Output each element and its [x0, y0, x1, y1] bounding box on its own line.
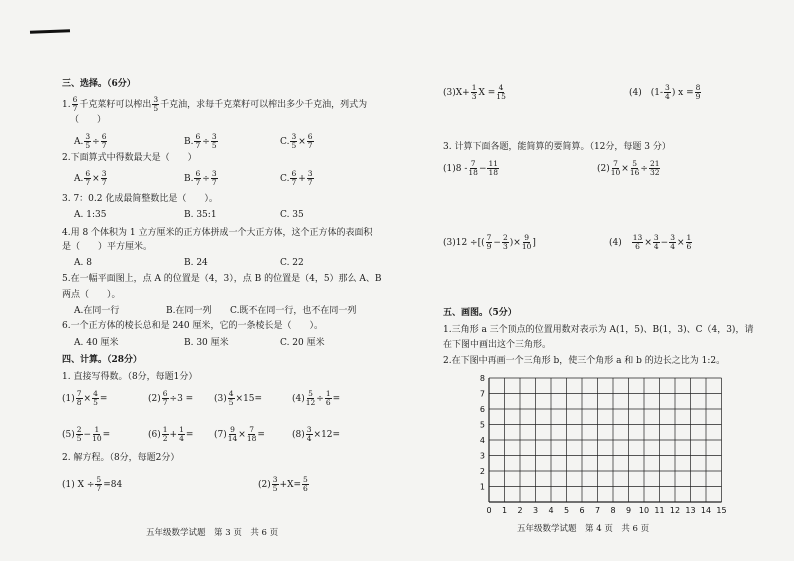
equation-3: (3)X+ $\frac{1}{3}$ X = $\frac{4}{15}$: [443, 83, 506, 101]
calc-1-title: 1. 直接写得数。（8分，每题1分）: [62, 372, 198, 382]
y-tick-label: 3: [479, 451, 485, 461]
q1-option-b: B. $\frac{6}{7}$ ÷ $\frac{3}{5}$: [184, 132, 217, 150]
y-tick-label: 8: [479, 374, 485, 383]
drawing-1-line2: 在下图中画出这个三角形。: [443, 340, 552, 350]
calc-1-item-8: (8) $\frac{3}{4}$ ×12=: [292, 425, 341, 443]
q3-option-a: A. 1:35: [74, 210, 107, 220]
calc-1-item-7: (7) $\frac{9}{14}$ × $\frac{7}{18}$ =: [214, 425, 265, 443]
calc-3-title: 3. 计算下面各题，能简算的要简算。（12分，每题 3 分）: [443, 142, 671, 152]
calc-1-item-4: (4) $\frac{5}{12}$ ÷ $\frac{1}{6}$ =: [292, 389, 341, 407]
y-tick-label: 7: [479, 389, 485, 399]
x-tick-label: 8: [610, 506, 616, 515]
scan-mark: [30, 29, 70, 33]
calc-3-item-2: (2) $\frac{7}{10}$ × $\frac{5}{16}$ ÷ $\frac{21}{32}$: [597, 159, 660, 177]
drawing-2: 2.在下图中再画一个三角形 b，使三个角形 a 和 b 的边长之比为 1:2。: [443, 356, 726, 366]
question-4-line2: 是（ ）平方厘米。: [62, 242, 153, 252]
q2-option-c: C. $\frac{6}{7}$ + $\frac{3}{7}$: [280, 169, 313, 187]
x-tick-label: 6: [579, 506, 585, 515]
calc-1-item-1: (1) $\frac{7}{8}$ × $\frac{4}{5}$ =: [62, 389, 108, 407]
q4-option-b: B. 24: [184, 258, 208, 268]
q1-option-c: C. $\frac{3}{5}$ × $\frac{6}{7}$: [280, 132, 313, 150]
y-tick-label: 6: [479, 405, 485, 414]
y-tick-label: 2: [479, 467, 485, 476]
x-tick-label: 0: [486, 506, 492, 515]
x-tick-label: 13: [685, 506, 696, 515]
q5-option-c: C.既不在同一行，也不在同一列: [230, 306, 357, 316]
q5-option-a: A.在同一行: [74, 306, 120, 316]
q3-option-b: B. 35:1: [184, 210, 217, 220]
question-4-line1: 4.用 8 个体积为 1 立方厘米的正方体拼成一个大正方体，这个正方体的表面积: [62, 228, 373, 238]
calc-1-item-5: (5) $\frac{2}{5}$ − $\frac{1}{10}$ =: [62, 425, 111, 443]
q4-option-c: C. 22: [280, 258, 304, 268]
q6-option-a: A. 40 厘米: [74, 338, 119, 348]
question-6: 6.一个正方体的棱长总和是 240 厘米，它的一条棱长是（ ）。: [62, 321, 323, 331]
x-tick-label: 4: [548, 506, 554, 515]
x-tick-label: 12: [669, 506, 681, 515]
y-tick-label: 4: [479, 436, 485, 445]
equation-1: (1) X ÷ $\frac{5}{7}$ =84: [62, 475, 123, 493]
q6-option-b: B. 30 厘米: [184, 338, 229, 348]
q5-option-b: B.在同一列: [166, 306, 212, 316]
calc-3-item-1: (1)8 - $\frac{7}{18}$ − $\frac{11}{18}$: [443, 159, 499, 177]
section-4-title: 四、计算。（28分）: [62, 355, 143, 365]
calc-3-item-3: (3)12 ÷[( $\frac{7}{9}$ − $\frac{2}{3}$ )× $\frac{9}{10}$ ]: [443, 233, 536, 251]
equation-4: (4) (1- $\frac{3}{4}$ ) x = $\frac{8}{9}$: [629, 83, 701, 101]
x-tick-label: 5: [563, 506, 570, 515]
x-tick-label: 14: [700, 506, 712, 515]
question-5-line1: 5.在一幅平面图上，点 A 的位置是（4，3），点 B 的位置是（4，5）那么 A、B: [62, 274, 382, 284]
question-2: 2.下面算式中得数最大是（ ）: [62, 153, 197, 163]
x-tick-label: 3: [532, 506, 539, 515]
page-4: [397, 0, 794, 561]
page-footer-left: 五年级数学试题 第 3 页 共 6 页: [146, 528, 279, 538]
section-5-title: 五、画图。（5分）: [443, 308, 517, 318]
q1-option-a: A. $\frac{3}{5}$ ÷ $\frac{6}{7}$: [74, 132, 107, 150]
question-1-blank: （ ）: [70, 115, 107, 125]
y-tick-label: 5: [479, 420, 485, 430]
page-footer-right: 五年级数学试题 第 4 页 共 6 页: [517, 524, 650, 534]
x-tick-label: 7: [594, 506, 601, 515]
calc-1-item-2: (2) $\frac{6}{7}$ ÷3 =: [148, 389, 194, 407]
calc-1-item-3: (3) $\frac{4}{5}$ ×15=: [214, 389, 263, 407]
q6-option-c: C. 20 厘米: [280, 338, 325, 348]
q2-option-a: A. $\frac{6}{7}$ × $\frac{3}{7}$: [74, 169, 107, 187]
x-tick-label: 15: [716, 506, 727, 515]
section-3-title: 三、选择。（6分）: [62, 79, 136, 89]
calc-3-item-4: (4) $\frac{13}{6}$ × $\frac{3}{4}$ − $\frac{3}{4}$ × $\frac{1}{6}$: [609, 233, 692, 251]
equation-2: (2) $\frac{3}{5}$ +X= $\frac{5}{6}$: [258, 475, 308, 493]
x-tick-label: 2: [517, 506, 523, 515]
question-3: 3. 7：0.2 化成最简整数比是（ ）。: [62, 194, 218, 204]
q4-option-a: A. 8: [74, 258, 92, 268]
calc-1-item-6: (6) $\frac{1}{2}$ + $\frac{1}{4}$ =: [148, 425, 194, 443]
x-tick-label: 9: [625, 506, 632, 515]
question-5-line2: 两点（ ）。: [62, 290, 121, 300]
x-tick-label: 10: [638, 506, 650, 515]
calc-2-title: 2. 解方程。（8分，每题2分）: [62, 453, 180, 463]
y-tick-label: 1: [479, 482, 485, 492]
q3-option-c: C. 35: [280, 210, 304, 220]
question-1: 1. $\frac{6}{7}$ 千克菜籽可以榨出 $\frac{3}{5}$ 千克油，求每千克菜籽可以榨出多少千克油，列式为: [62, 95, 368, 113]
coordinate-grid[interactable]: [477, 372, 794, 522]
x-tick-label: 1: [501, 506, 508, 515]
x-tick-label: 11: [654, 506, 665, 515]
q2-option-b: B. $\frac{6}{7}$ ÷ $\frac{3}{7}$: [184, 169, 217, 187]
drawing-1-line1: 1.三角形 a 三个顶点的位置用数对表示为 A(1，5)、B(1，3)、C（4，3)，请: [443, 325, 754, 335]
